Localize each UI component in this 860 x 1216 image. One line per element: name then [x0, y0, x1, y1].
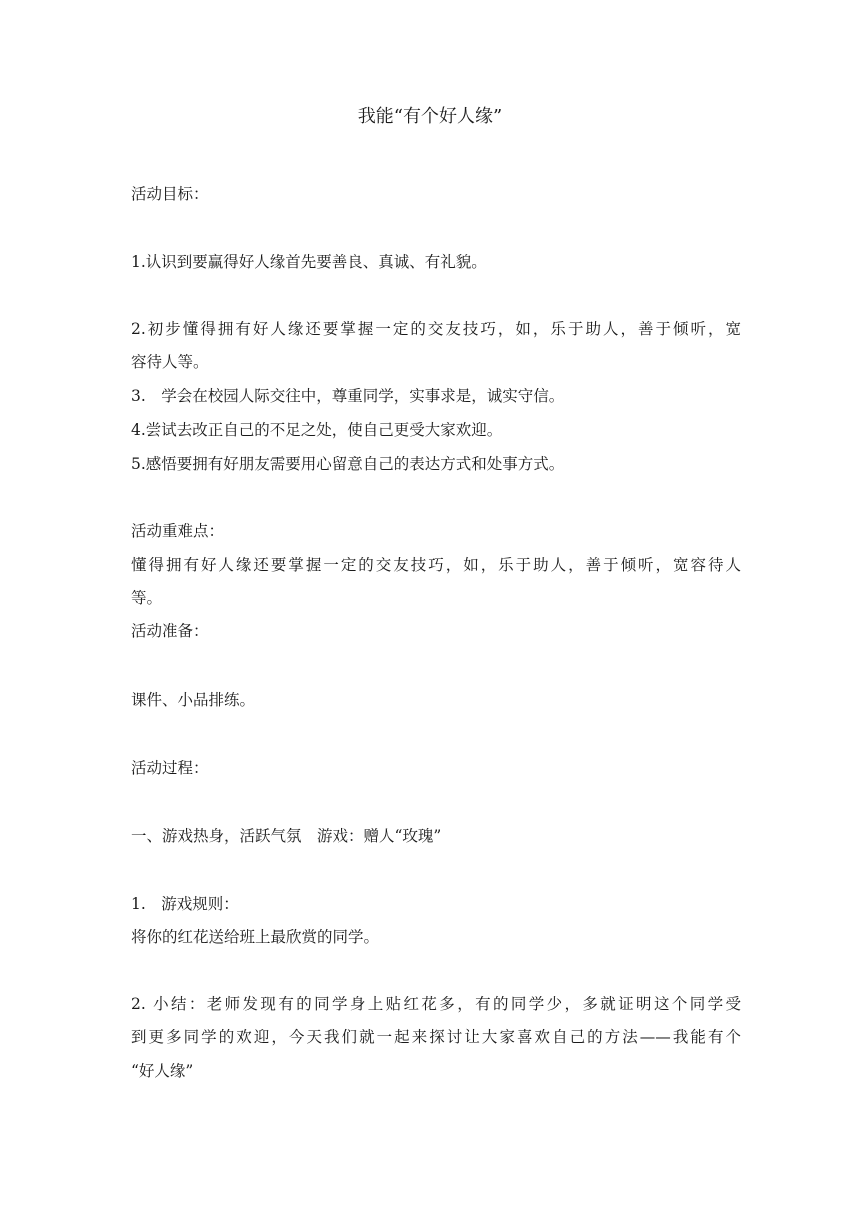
key-points-line-1: 懂得拥有好人缘还要掌握一定的交友技巧，如，乐于助人，善于倾听，宽容待人 — [131, 556, 741, 574]
summary-line-1: 2. 小结：老师发现有的同学身上贴红花多，有的同学少，多就证明这个同学受 — [131, 995, 741, 1013]
goal-item-1: 1.认识到要赢得好人缘首先要善良、真诚、有礼貌。 — [131, 253, 487, 271]
page-title: 我能“有个好人缘” — [357, 106, 503, 127]
section-1-heading: 一、游戏热身，活跃气氛 游戏：赠人“玫瑰” — [131, 827, 442, 845]
process-heading: 活动过程： — [131, 759, 209, 777]
summary-line-2: 到更多同学的欢迎，今天我们就一起来探讨让大家喜欢自己的方法——我能有个 — [131, 1028, 741, 1046]
rule-text: 将你的红花送给班上最欣赏的同学。 — [131, 928, 380, 946]
summary-line-3: “好人缘” — [131, 1062, 194, 1080]
preparation-text: 课件、小品排练。 — [131, 691, 256, 709]
goal-item-2-line-1: 2.初步懂得拥有好人缘还要掌握一定的交友技巧，如，乐于助人，善于倾听，宽 — [131, 320, 741, 338]
goal-item-5: 5.感悟要拥有好朋友需要用心留意自己的表达方式和处事方式。 — [131, 455, 565, 473]
key-points-line-2: 等。 — [131, 589, 163, 607]
goal-item-2-line-2: 容待人等。 — [131, 353, 209, 371]
key-points-heading: 活动重难点： — [131, 522, 225, 540]
rule-heading: 1. 游戏规则： — [131, 895, 239, 913]
goals-heading: 活动目标： — [131, 185, 209, 203]
goal-item-3: 3. 学会在校园人际交往中，尊重同学，实事求是，诚实守信。 — [131, 387, 565, 405]
preparation-heading: 活动准备： — [131, 622, 209, 640]
goal-item-4: 4.尝试去改正自己的不足之处，使自己更受大家欢迎。 — [131, 421, 503, 439]
